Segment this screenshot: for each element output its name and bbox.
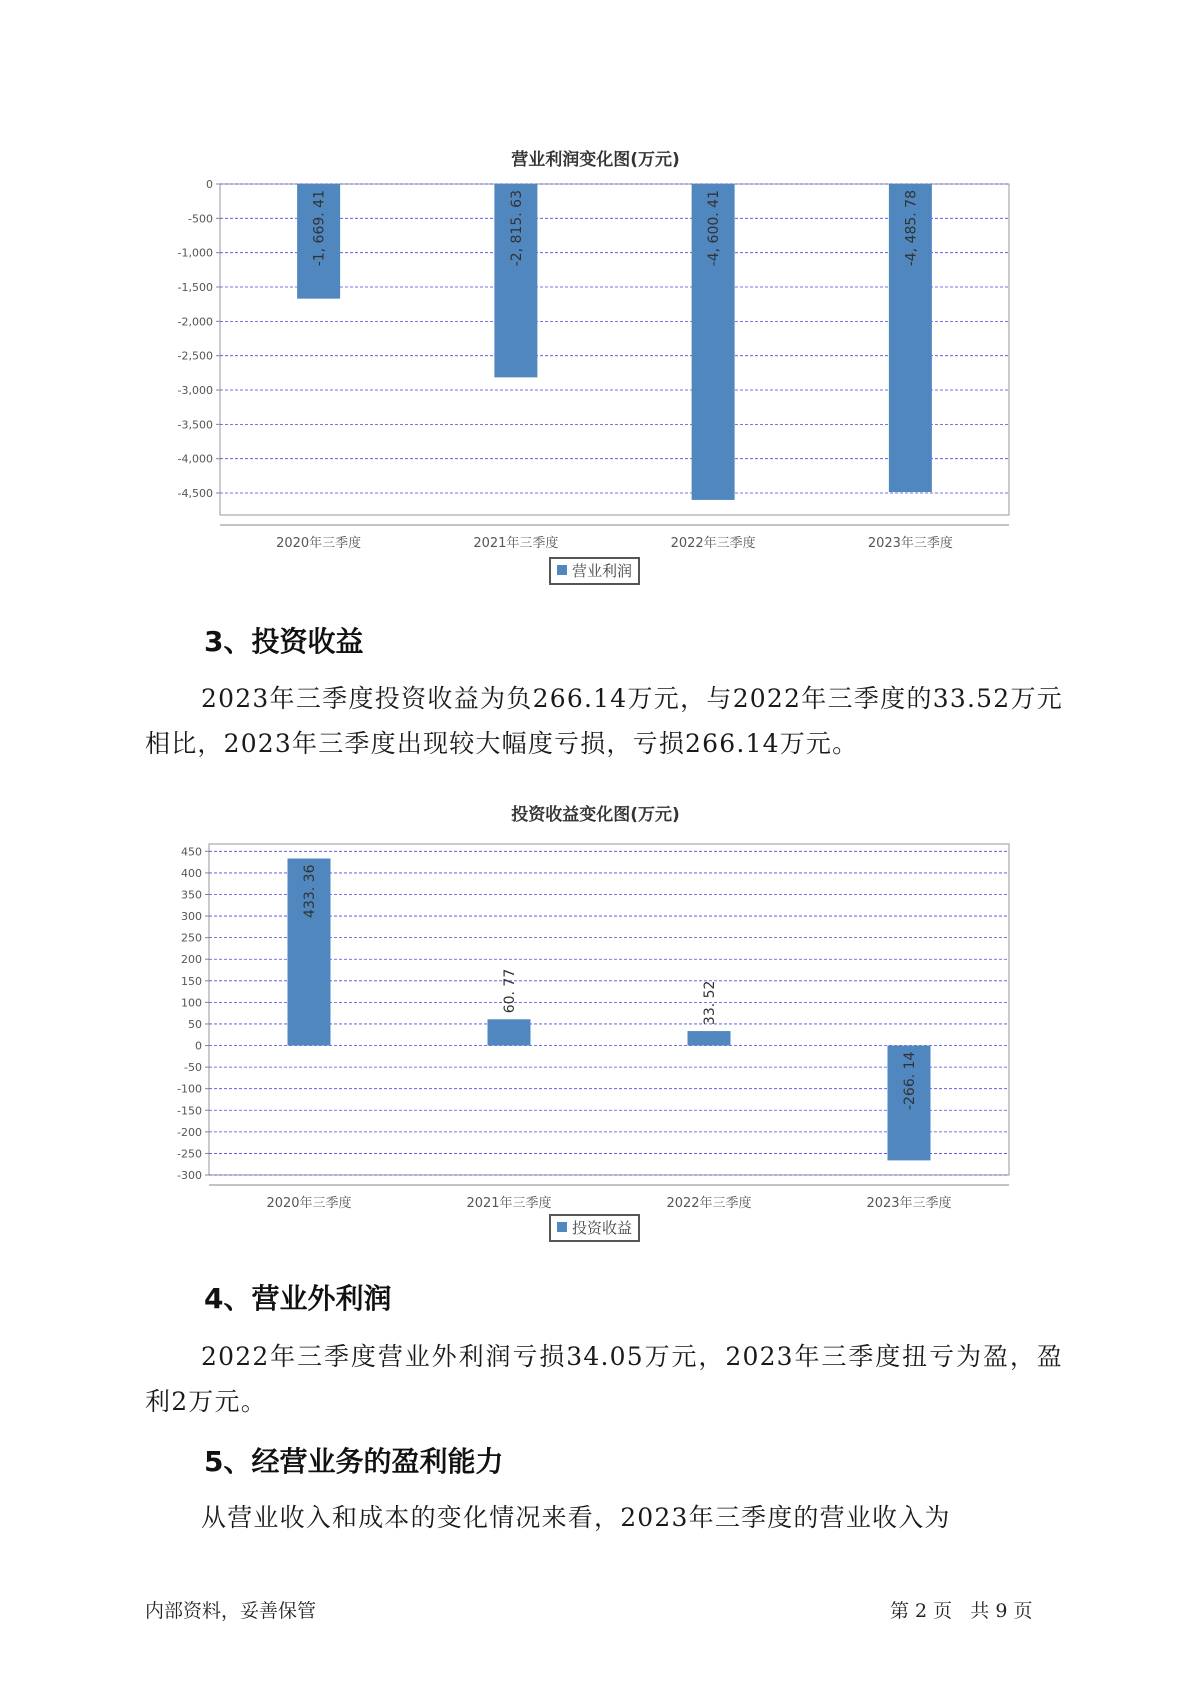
- y-tick-label: -150: [177, 1104, 202, 1118]
- y-tick-label: 200: [181, 953, 202, 967]
- category-label: 2023年三季度: [866, 1196, 952, 1211]
- footer-note: 内部资料，妥善保管: [145, 1600, 317, 1622]
- y-tick-label: -300: [177, 1169, 202, 1182]
- data-label: -2, 815. 63: [508, 190, 525, 267]
- data-label: -1, 669. 41: [311, 190, 328, 267]
- category-label: 2021年三季度: [473, 536, 559, 551]
- y-tick-label: -250: [177, 1147, 202, 1161]
- investment-income-chart: [0, 830, 1191, 1240]
- data-label: -4, 485. 78: [903, 190, 920, 267]
- y-tick-label: -500: [188, 212, 213, 226]
- data-label: -4, 600. 41: [706, 190, 723, 267]
- y-tick-label: -3,500: [177, 418, 213, 432]
- bar: [488, 1019, 531, 1045]
- category-label: 2020年三季度: [266, 1196, 352, 1211]
- category-label: 2022年三季度: [670, 536, 756, 551]
- chart2-title: 投资收益变化图(万元): [511, 805, 680, 825]
- y-tick-label: 100: [181, 996, 202, 1010]
- y-tick-label: -2,500: [177, 349, 213, 363]
- data-label: 60. 77: [502, 968, 518, 1014]
- y-tick-label: 0: [195, 1039, 202, 1053]
- y-tick-label: 50: [188, 1017, 202, 1031]
- category-label: 2020年三季度: [276, 536, 362, 551]
- y-tick-label: -50: [184, 1061, 202, 1075]
- legend-swatch: [557, 565, 567, 575]
- data-label: 433. 36: [302, 864, 318, 918]
- legend-label: 营业利润: [572, 562, 633, 580]
- y-tick-label: -4,000: [177, 452, 213, 466]
- y-tick-label: 450: [181, 845, 202, 859]
- y-tick-label: -4,500: [177, 487, 213, 501]
- y-tick-label: -3,000: [177, 384, 213, 398]
- section-text-4: 2022年三季度营业外利润亏损34.05万元，2023年三季度扭亏为盈，盈利2万元。: [145, 1342, 1063, 1416]
- y-tick-label: -200: [177, 1125, 202, 1139]
- page-number: 第 2 页 共 9 页: [890, 1600, 1033, 1622]
- y-tick-label: -1,000: [177, 246, 213, 260]
- y-tick-label: 350: [181, 888, 202, 902]
- y-tick-label: 300: [181, 910, 202, 924]
- section-text-3: 2023年三季度投资收益为负266.14万元，与2022年三季度的33.52万元相比，2023年三季度出现较大幅度亏损，亏损266.14万元。: [145, 684, 1063, 758]
- y-tick-label: -1,500: [177, 281, 213, 295]
- legend-label: 投资收益: [572, 1219, 633, 1237]
- legend-swatch: [557, 1222, 567, 1232]
- section-text-5: 从营业收入和成本的变化情况来看，2023年三季度的营业收入为: [201, 1503, 951, 1532]
- section-heading-5: 5、经营业务的盈利能力: [204, 1445, 504, 1478]
- chart2-legend: [549, 1214, 640, 1242]
- y-tick-label: 0: [206, 178, 213, 191]
- data-label: -266. 14: [902, 1051, 918, 1111]
- data-label: 33. 52: [702, 980, 718, 1026]
- operating-profit-chart: [0, 170, 1191, 580]
- y-tick-label: -2,000: [177, 315, 213, 329]
- category-label: 2022年三季度: [666, 1196, 752, 1211]
- section-heading-4: 4、营业外利润: [204, 1282, 392, 1315]
- category-label: 2023年三季度: [867, 536, 953, 551]
- chart1-legend: [549, 557, 640, 585]
- bar: [688, 1031, 731, 1045]
- y-tick-label: -100: [177, 1082, 202, 1096]
- category-label: 2021年三季度: [466, 1196, 552, 1211]
- y-tick-label: 250: [181, 931, 202, 945]
- y-tick-label: 400: [181, 866, 202, 880]
- y-tick-label: 150: [181, 974, 202, 988]
- section-heading-3: 3、投资收益: [204, 625, 364, 658]
- chart1-title: 营业利润变化图(万元): [511, 150, 680, 170]
